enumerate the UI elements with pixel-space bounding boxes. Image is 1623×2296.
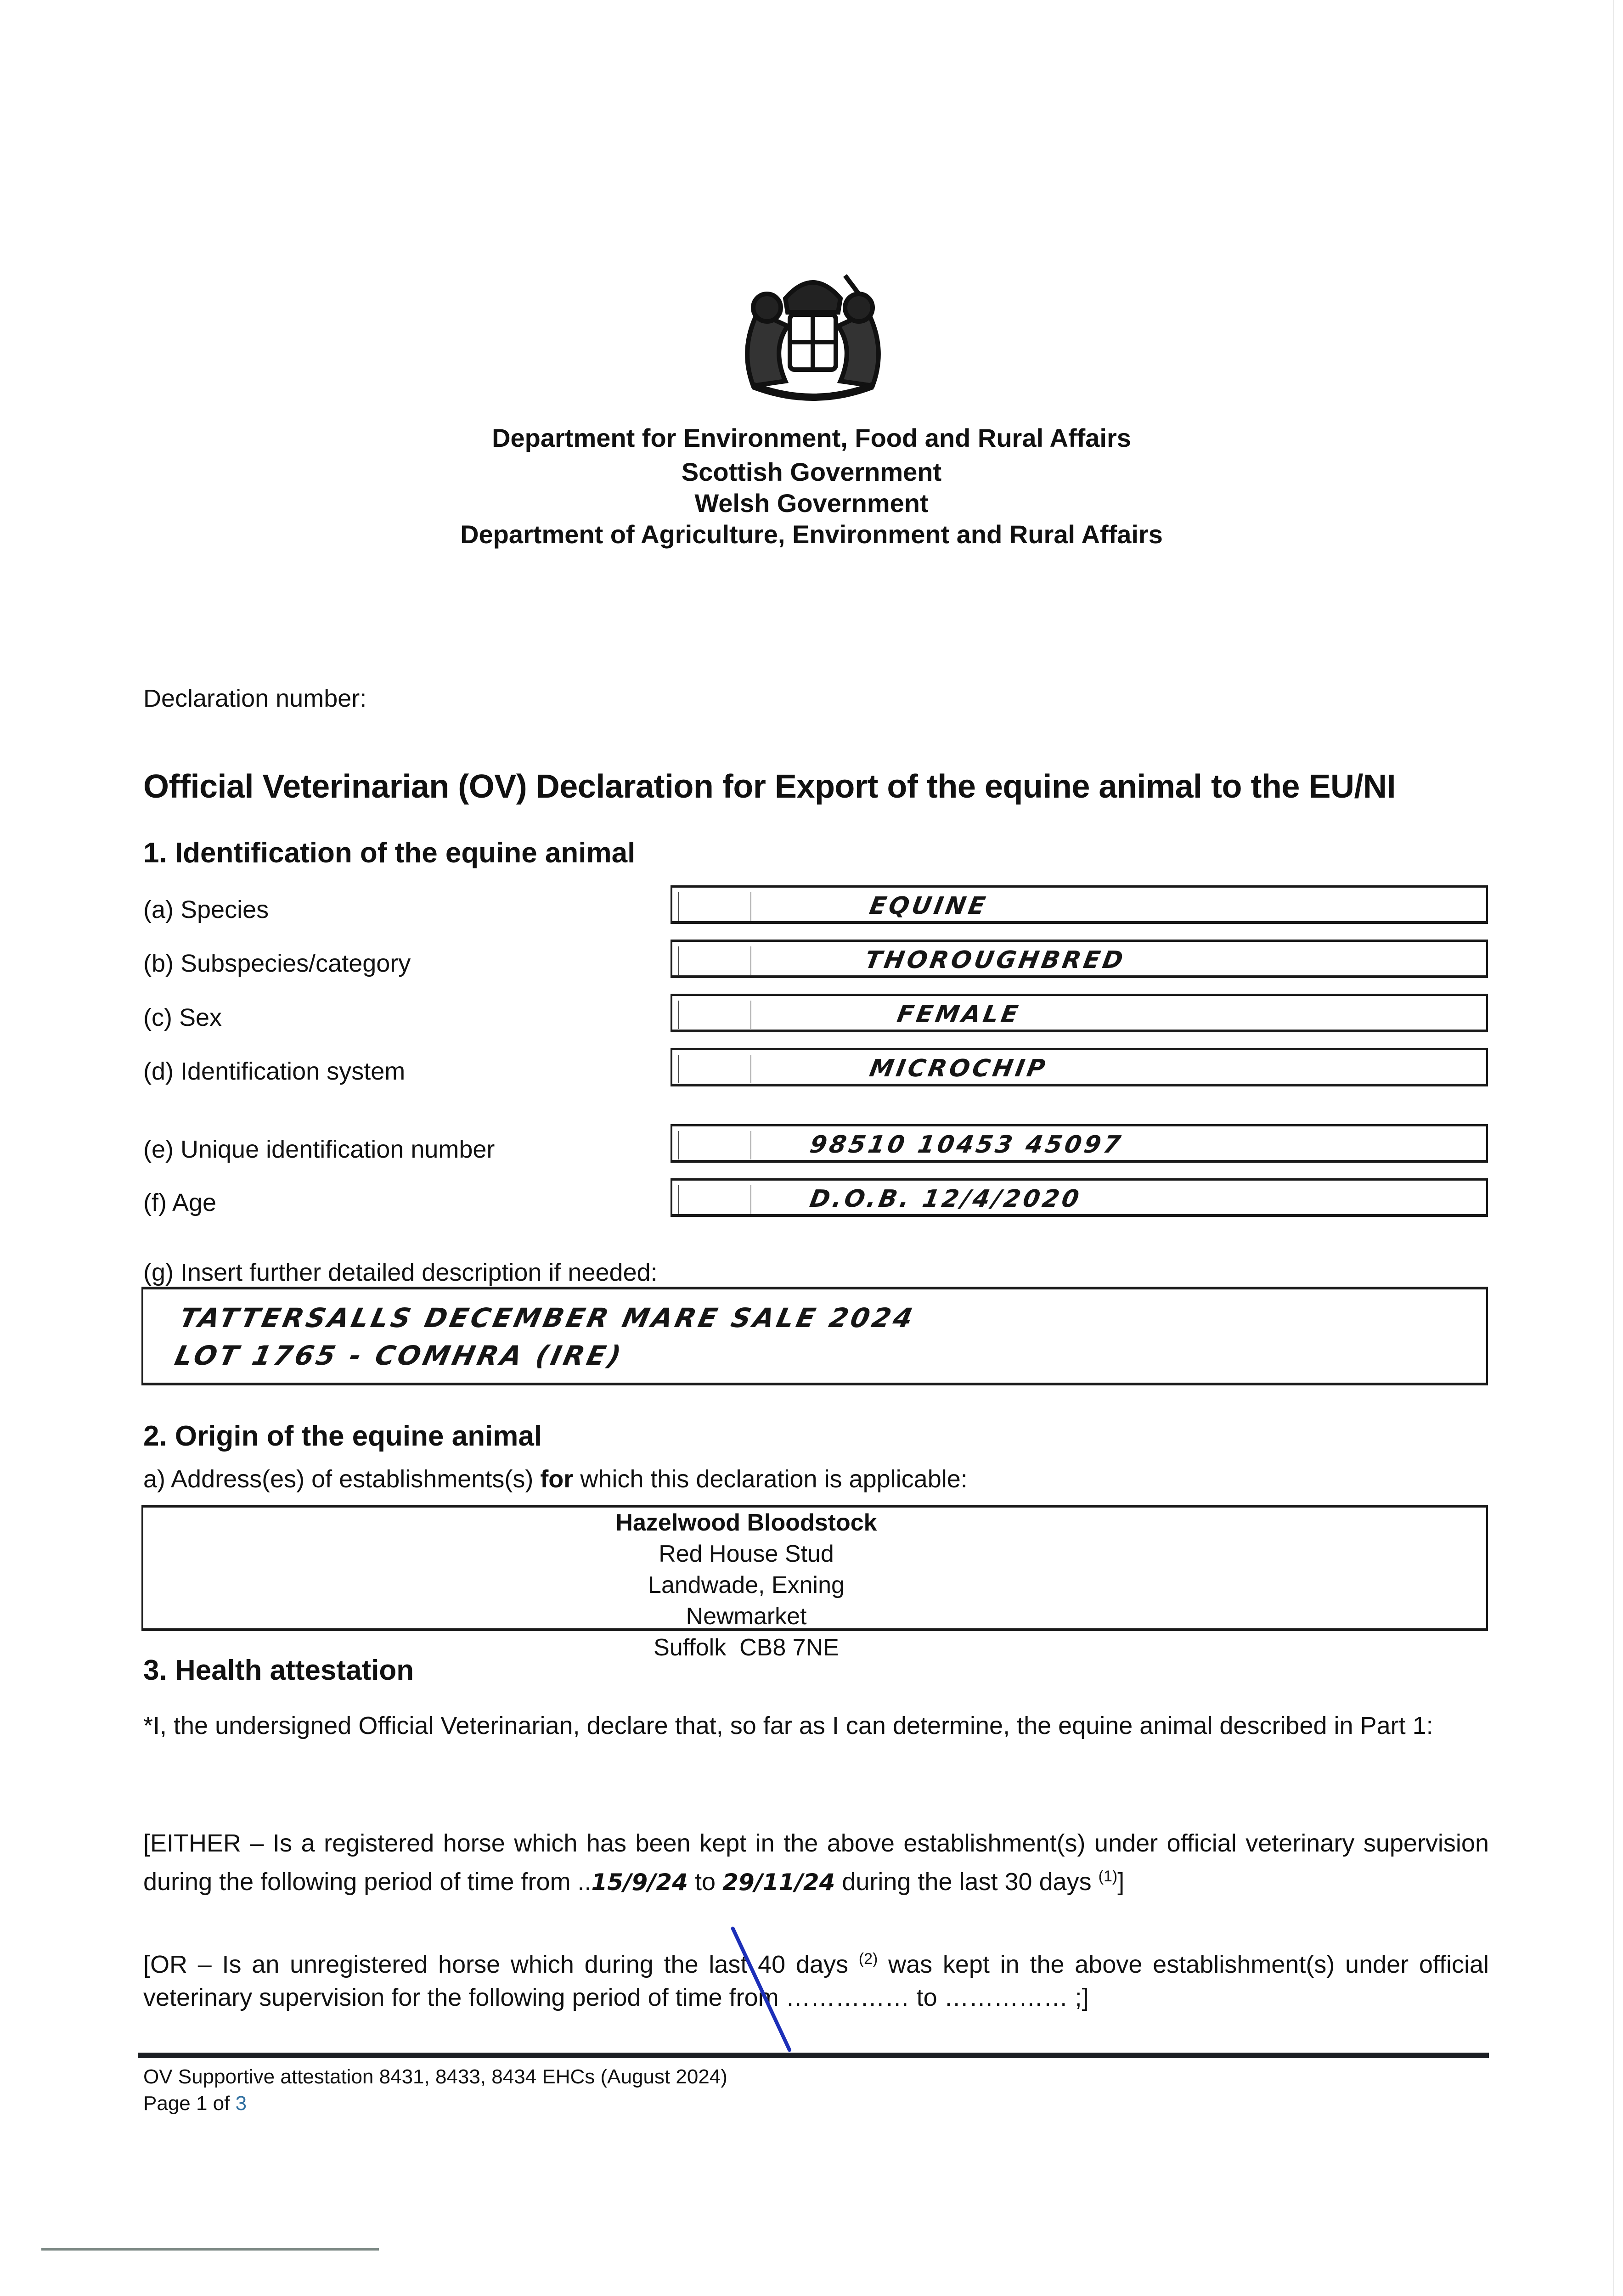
footnote-ref-2: (2) <box>858 1950 878 1968</box>
unique-id-value: 98510 10453 45097 <box>807 1131 1126 1159</box>
royal-crest-icon <box>721 257 905 409</box>
either-to-date[interactable]: 29/11/24 <box>722 1869 835 1896</box>
footnote-ref-1: (1) <box>1098 1868 1118 1885</box>
department-defra: Department for Environment, Food and Rural Affairs <box>492 423 1131 452</box>
field-divider <box>750 1001 751 1029</box>
either-text: [EITHER – Is a registered horse which has been kept in the above establishment(s) under official veterinary supervision during the following period of time from .. <box>143 1829 1489 1896</box>
field-divider <box>750 1131 751 1159</box>
subspecies-label: (b) Subspecies/category <box>143 950 411 977</box>
description-line-2: LOT 1765 - COMHRA (IRE) <box>172 1340 626 1371</box>
either-clause <box>143 1827 1489 1899</box>
identification-system-value: MICROCHIP <box>867 1055 1050 1082</box>
scan-edge <box>1613 0 1614 2296</box>
address-label-text: which this declaration is applicable: <box>573 1465 968 1493</box>
field-divider <box>678 892 679 921</box>
unique-id-label: (e) Unique identification number <box>143 1136 495 1163</box>
field-divider <box>750 1055 751 1083</box>
field-divider <box>678 1185 679 1214</box>
section-2-heading: 2. Origin of the equine animal <box>143 1420 542 1452</box>
either-text: during the last 30 days <box>835 1868 1099 1896</box>
page-prefix: Page 1 of <box>143 2092 236 2115</box>
sex-label: (c) Sex <box>143 1004 222 1031</box>
description-line-1: TATTERSALLS DECEMBER MARE SALE 2024 <box>176 1302 919 1334</box>
address-line-1: Hazelwood Bloodstock <box>615 1509 877 1536</box>
subspecies-value: THOROUGHBRED <box>862 946 1128 974</box>
address-label-text: a) Address(es) of establishments(s) <box>143 1465 541 1493</box>
department-welsh-government: Welsh Government <box>694 489 929 518</box>
age-value: D.O.B. 12/4/2020 <box>807 1185 1084 1213</box>
field-divider <box>750 892 751 921</box>
address-line-2: Red House Stud <box>659 1541 834 1567</box>
sex-field[interactable] <box>671 994 1488 1032</box>
section-1-heading: 1. Identification of the equine animal <box>143 837 636 869</box>
page-total: 3 <box>235 2092 247 2115</box>
declaration-number-field[interactable] <box>404 684 772 712</box>
scan-artifact-line <box>41 2248 379 2251</box>
identification-system-label: (d) Identification system <box>143 1058 406 1085</box>
sex-value: FEMALE <box>895 1001 1023 1028</box>
or-text: [OR – Is an unregistered horse which during the last 40 days <box>143 1951 859 1978</box>
page-number <box>143 2092 247 2115</box>
either-text: to <box>694 1868 723 1896</box>
page-title: Official Veterinarian (OV) Declaration for Export of the equine animal to the EU/NI <box>143 768 1396 805</box>
department-scottish-government: Scottish Government <box>681 457 942 486</box>
or-text: was kept in the above establishment(s) under official veterinary supervision for the following period of time from …………… to …………… ;] <box>143 1951 1489 2011</box>
address-label-bold: for <box>540 1465 574 1493</box>
address-line-5: Suffolk CB8 7NE <box>654 1634 839 1661</box>
field-divider <box>678 1055 679 1083</box>
attestation-intro: *I, the undersigned Official Veterinarian, declare that, so far as I can determine, the equine animal described in Part 1: <box>143 1712 1433 1739</box>
declaration-number-label: Declaration number: <box>143 685 367 712</box>
identification-system-field[interactable] <box>671 1048 1488 1086</box>
either-from-date[interactable]: 15/9/24 <box>591 1869 688 1896</box>
subspecies-field[interactable] <box>671 940 1488 978</box>
description-label: (g) Insert further detailed description if needed: <box>143 1259 658 1286</box>
form-reference: OV Supportive attestation 8431, 8433, 8434 EHCs (August 2024) <box>143 2065 727 2088</box>
unique-id-field[interactable] <box>671 1124 1488 1163</box>
species-field[interactable] <box>671 885 1488 924</box>
field-divider <box>678 946 679 975</box>
address-label <box>143 1465 968 1493</box>
either-text: ] <box>1117 1868 1125 1896</box>
field-divider <box>678 1001 679 1029</box>
species-label: (a) Species <box>143 896 269 923</box>
footer-rule <box>138 2053 1489 2058</box>
field-divider <box>750 946 751 975</box>
age-label: (f) Age <box>143 1189 217 1216</box>
or-clause <box>143 1942 1489 2014</box>
age-field[interactable] <box>671 1178 1488 1217</box>
address-line-3: Landwade, Exning <box>648 1572 845 1598</box>
field-divider <box>750 1185 751 1214</box>
department-daera: Department of Agriculture, Environment and Rural Affairs <box>460 520 1163 549</box>
description-field[interactable] <box>141 1287 1488 1385</box>
section-3-heading: 3. Health attestation <box>143 1654 414 1686</box>
address-line-4: Newmarket <box>686 1603 807 1630</box>
field-divider <box>678 1131 679 1159</box>
species-value: EQUINE <box>867 892 990 920</box>
